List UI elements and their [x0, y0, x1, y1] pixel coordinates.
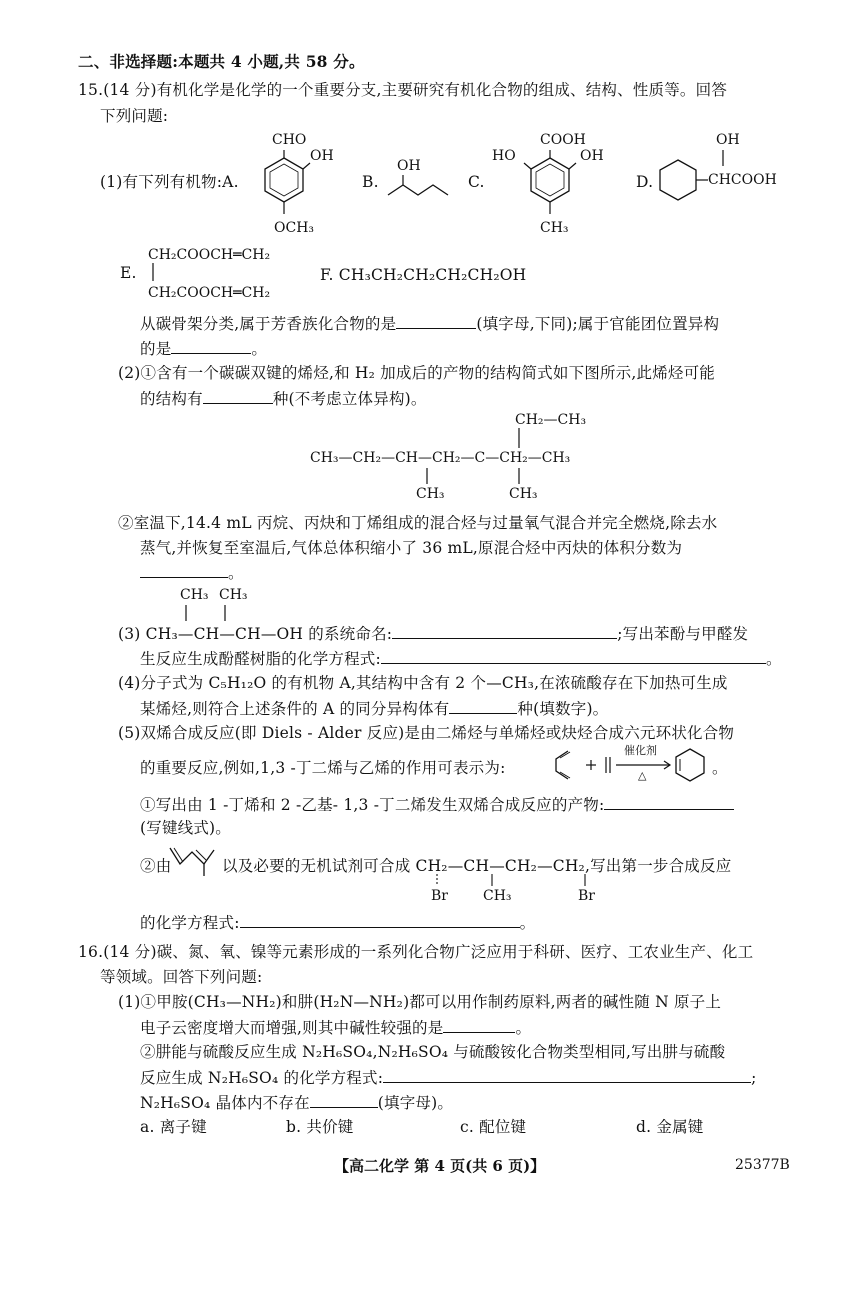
- option-c: c. 配位键: [460, 1118, 527, 1136]
- p3-top-ch3-2: CH₃: [219, 587, 248, 603]
- q16-p1-2b-text: 反应生成 N₂H₆SO₄ 的化学方程式:: [140, 1069, 384, 1087]
- q15-p3-main-text: (3) CH₃—CH—CH—OH 的系统命名:: [118, 625, 393, 643]
- target-br-2: Br: [578, 888, 595, 904]
- s2-main-chain: CH₃—CH₂—CH—CH₂—C—CH₂—CH₃: [310, 450, 571, 466]
- q15-p1-line-b-end: 。: [251, 340, 268, 358]
- q15-p1-prefix: (1)有下列有机物:A.: [100, 173, 239, 191]
- q16-p1-2a: ②肼能与硫酸反应生成 N₂H₆SO₄,N₂H₆SO₄ 与硫酸铵化合物类型相同,写出肼与硫酸: [140, 1043, 726, 1061]
- q16-p1-1a: (1)①甲胺(CH₃—NH₂)和肼(H₂N—NH₂)都可以用作制药原料,两者的碱性随 N 原子上: [118, 993, 722, 1011]
- label-b: B.: [362, 173, 379, 191]
- option-b: b. 共价键: [286, 1118, 354, 1136]
- struct-b-skeleton: [385, 175, 455, 215]
- target-br-1: Br: [431, 888, 448, 904]
- q15-stem-line1: 15.(14 分)有机化学是化学的一个重要分支,主要研究有机化合物的组成、结构、性质等。回答: [78, 81, 728, 99]
- s2-top-bond: [516, 428, 522, 450]
- struct-e-bond: [151, 263, 157, 285]
- q15-p3-b: [140, 648, 782, 669]
- struct-a-oh: OH: [310, 148, 334, 164]
- p3-vertical-bonds: [178, 603, 238, 625]
- option-a: a. 离子键: [140, 1118, 207, 1136]
- struct-c-cooh: COOH: [540, 132, 586, 148]
- label-c: C.: [468, 173, 485, 191]
- answer-blank-isomer[interactable]: [171, 338, 251, 354]
- q15-p2-1b-text: 的结构有: [140, 390, 203, 408]
- struct-d-oh: OH: [716, 132, 740, 148]
- target-ch3: CH₃: [483, 888, 512, 904]
- q15-p4-b-text: 某烯烃,则符合上述条件的 A 的同分异构体有: [140, 700, 450, 718]
- isoprene-skeleton: [168, 844, 218, 878]
- heat-label: △: [638, 769, 647, 782]
- struct-a-och3: OCH₃: [274, 220, 315, 236]
- q15-stem-line2: 下列问题:: [100, 107, 169, 125]
- label-d: D.: [636, 173, 654, 191]
- answer-blank-propyne-fraction[interactable]: [140, 562, 228, 578]
- answer-blank-hydrazine-equation[interactable]: [383, 1067, 751, 1083]
- struct-c-ch3: CH₃: [540, 220, 569, 236]
- q15-p3-b-end: 。: [765, 650, 782, 668]
- q16-p1-2c-text: N₂H₆SO₄ 晶体内不存在: [140, 1094, 310, 1112]
- q15-p2-1a: (2)①含有一个碳碳双键的烯烃,和 H₂ 加成后的产物的结构简式如下图所示,此烯烃可能: [118, 364, 715, 382]
- q15-p5-1b: (写键线式)。: [140, 819, 231, 837]
- struct-e-top: CH₂COOCH═CH₂: [148, 247, 271, 263]
- answer-blank-phenolic-resin-equation[interactable]: [381, 648, 766, 664]
- q15-p3-b-text: 生反应生成酚醛树脂的化学方程式:: [140, 650, 381, 668]
- option-d: d. 金属键: [636, 1118, 704, 1136]
- struct-c-oh: OH: [580, 148, 604, 164]
- struct-a-cho: CHO: [272, 132, 307, 148]
- q15-p5-a: (5)双烯合成反应(即 Diels - Alder 反应)是由二烯烃与单烯烃或炔烃合成六元环状化合物: [118, 724, 735, 742]
- struct-b-oh: OH: [397, 158, 421, 174]
- catalyst-label: 催化剂: [624, 744, 657, 757]
- q15-p5-2a: ②由: [140, 857, 172, 875]
- q15-p2-2a: ②室温下,14.4 mL 丙烷、丙炔和丁烯组成的混合烃与过量氧气混合并完全燃烧,除去水: [118, 514, 718, 532]
- q15-p4-b: [140, 698, 608, 719]
- label-e: E.: [120, 264, 137, 282]
- q15-p5-2mid: 以及必要的无机试剂可合成 CH₂—CH—CH₂—CH₂,写出第一步合成反应: [222, 857, 732, 875]
- q15-p1-line-a-text: 从碳骨架分类,属于芳香族化合物的是: [140, 315, 397, 333]
- q15-p3-main: [118, 623, 748, 644]
- answer-blank-diels-alder-product[interactable]: [604, 794, 734, 810]
- q15-p2-2c: [140, 562, 244, 583]
- q16-stem-line1: 16.(14 分)碳、氮、氧、镍等元素形成的一系列化合物广泛应用于科研、医疗、工农业生产、化工: [78, 943, 754, 961]
- target-product-bonds: [428, 874, 588, 888]
- q15-p5-1a: [140, 794, 734, 815]
- q15-p5-b-end: 。: [712, 759, 728, 777]
- q16-p1-2c-text2: (填字母)。: [377, 1094, 454, 1112]
- q15-p5-b: 的重要反应,例如,1,3 -丁二烯与乙烯的作用可表示为:: [140, 759, 506, 777]
- q16-p1-2b-end: ;: [751, 1069, 757, 1087]
- q16-p1-1b-end: 。: [515, 1019, 532, 1037]
- q16-p1-2c: [140, 1092, 453, 1113]
- exam-code: 25377B: [735, 1157, 790, 1173]
- q15-p3-main-text2: ;写出苯酚与甲醛发: [617, 625, 749, 643]
- q15-p2-2b: 蒸气,并恢复至室温后,气体总体积缩小了 36 mL,原混合烃中丙炔的体积分数为: [140, 539, 683, 557]
- q16-p1-1b: [140, 1017, 531, 1038]
- page-footer: 【高二化学 第 4 页(共 6 页)】: [334, 1157, 546, 1175]
- s2-top-branch: CH₂—CH₃: [515, 412, 587, 428]
- q15-p2-1b-text2: 种(不考虑立体异构)。: [272, 390, 427, 408]
- struct-d-chcooh: CHCOOH: [708, 172, 777, 188]
- answer-blank-systematic-name[interactable]: [392, 623, 617, 639]
- q15-p4-a: (4)分子式为 C₅H₁₂O 的有机物 A,其结构中含有 2 个—CH₃,在浓硫酸存在下加热可生成: [118, 674, 728, 692]
- s2-branch-2: CH₃: [509, 486, 538, 502]
- q15-p2-1b: [140, 388, 427, 409]
- q15-p4-b-text2: 种(填数字)。: [517, 700, 609, 718]
- q15-p1-line-a: [140, 313, 719, 334]
- answer-blank-alkene-count[interactable]: [203, 388, 273, 404]
- q15-p1-line-a-text2: (填字母,下同);属于官能团位置异构: [476, 315, 720, 333]
- q15-p5-2c-text: 的化学方程式:: [140, 914, 240, 932]
- q15-p5-2c-end: 。: [519, 914, 536, 932]
- answer-blank-bond-type[interactable]: [310, 1092, 378, 1108]
- p3-top-ch3-1: CH₃: [180, 587, 209, 603]
- struct-e-bottom: CH₂COOCH═CH₂: [148, 285, 271, 301]
- struct-c-ho: HO: [492, 148, 516, 164]
- struct-f: F. CH₃CH₂CH₂CH₂CH₂OH: [320, 266, 527, 284]
- struct-d-bond: [721, 150, 727, 170]
- q16-stem-line2: 等领域。回答下列问题:: [100, 968, 263, 986]
- q16-p1-2b: [140, 1067, 757, 1088]
- answer-blank-aromatic[interactable]: [396, 313, 476, 329]
- answer-blank-first-step-equation[interactable]: [240, 912, 520, 928]
- s2-bottom-bonds: [423, 466, 553, 488]
- q15-p5-1a-text: ①写出由 1 -丁烯和 2 -乙基- 1,3 -丁二烯发生双烯合成反应的产物:: [140, 796, 605, 814]
- section-header: 二、非选择题:本题共 4 小题,共 58 分。: [78, 52, 365, 71]
- q15-p2-2c-end: 。: [228, 564, 244, 582]
- answer-blank-stronger-base[interactable]: [443, 1017, 515, 1033]
- s2-branch-1: CH₃: [416, 486, 445, 502]
- q16-p1-1b-text: 电子云密度增大而增强,则其中碱性较强的是: [140, 1019, 444, 1037]
- q15-p5-2c: [140, 912, 535, 933]
- q15-p1-line-b: [140, 338, 267, 359]
- struct-d-cyclohexane: [656, 158, 708, 210]
- answer-blank-isomer-count[interactable]: [449, 698, 517, 714]
- struct-c-benzene-ring: [526, 150, 586, 220]
- q15-p1-line-b-text: 的是: [140, 340, 172, 358]
- struct-a-benzene-ring: [260, 150, 320, 220]
